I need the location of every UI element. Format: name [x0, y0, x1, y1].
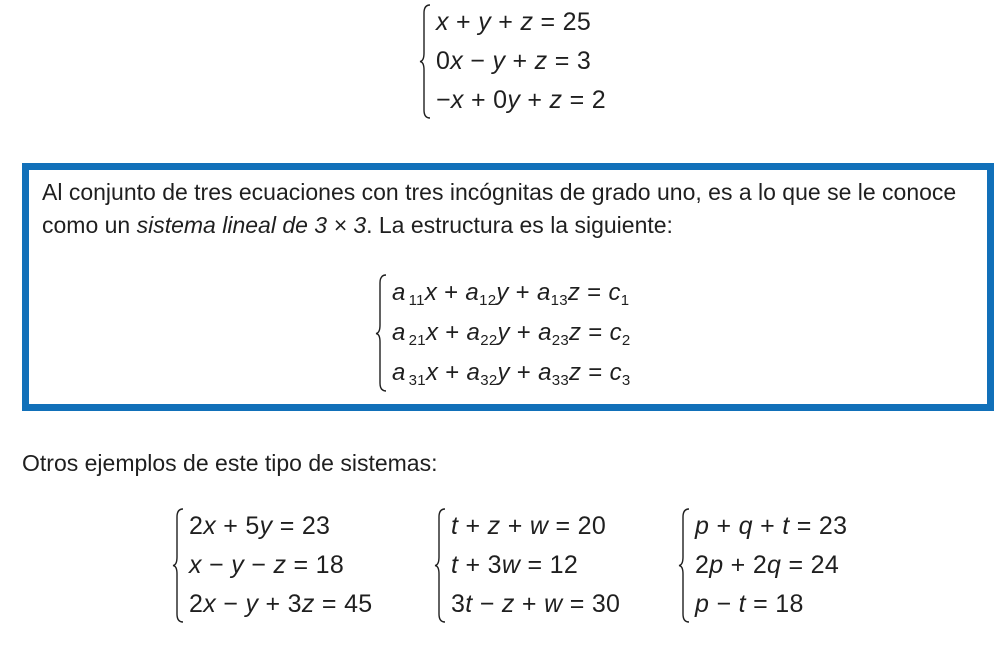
top-equation-1: x + y + z = 25	[436, 8, 592, 36]
left-brace-icon	[374, 273, 390, 393]
example-system-1	[171, 507, 372, 624]
general-equation-system	[374, 273, 631, 393]
general-equation-1: a $_{11}x + a_{12}y + a_{13}z = c_1$	[392, 279, 630, 309]
general-equation-3: a $_{31}x + a_{32}y + a_{33}z = c_3$	[392, 359, 631, 389]
example-3-equation-1: p + q + t = 23	[695, 512, 848, 540]
top-equation-2: 0x − y + z = 3	[436, 47, 592, 75]
definition-text: Al conjunto de tres ecuaciones con tres incógnitas de grado uno, es a lo que se le conoce como un sistema lineal de 3 × 3. La estructura es la siguiente:	[42, 179, 957, 238]
examples-intro: Otros ejemplos de este tipo de sistemas:	[22, 450, 438, 476]
example-system-3	[677, 507, 847, 624]
left-brace-icon	[171, 507, 187, 624]
example-3-equation-3: p − t = 18	[695, 590, 804, 618]
left-brace-icon	[433, 507, 449, 624]
example-1-equation-3: 2x − y + 3z = 45	[189, 590, 373, 618]
top-equation-system	[418, 3, 606, 120]
example-1-equation-1: 2x + 5y = 23	[189, 512, 331, 540]
example-3-equation-2: 2p + 2q = 24	[695, 551, 840, 579]
definition-emphasis: sistema lineal de 3 × 3	[136, 212, 367, 238]
general-equation-2: a $_{21}x + a_{22}y + a_{23}z = c_2$	[392, 319, 631, 349]
example-2-equation-2: t + 3w = 12	[451, 551, 579, 579]
example-system-2	[433, 507, 620, 624]
example-1-equation-2: x − y − z = 18	[189, 551, 345, 579]
left-brace-icon	[418, 3, 434, 120]
top-equation-3: −x + 0y + z = 2	[436, 86, 606, 114]
example-2-equation-3: 3t − z + w = 30	[451, 590, 621, 618]
example-2-equation-1: t + z + w = 20	[451, 512, 607, 540]
left-brace-icon	[677, 507, 693, 624]
